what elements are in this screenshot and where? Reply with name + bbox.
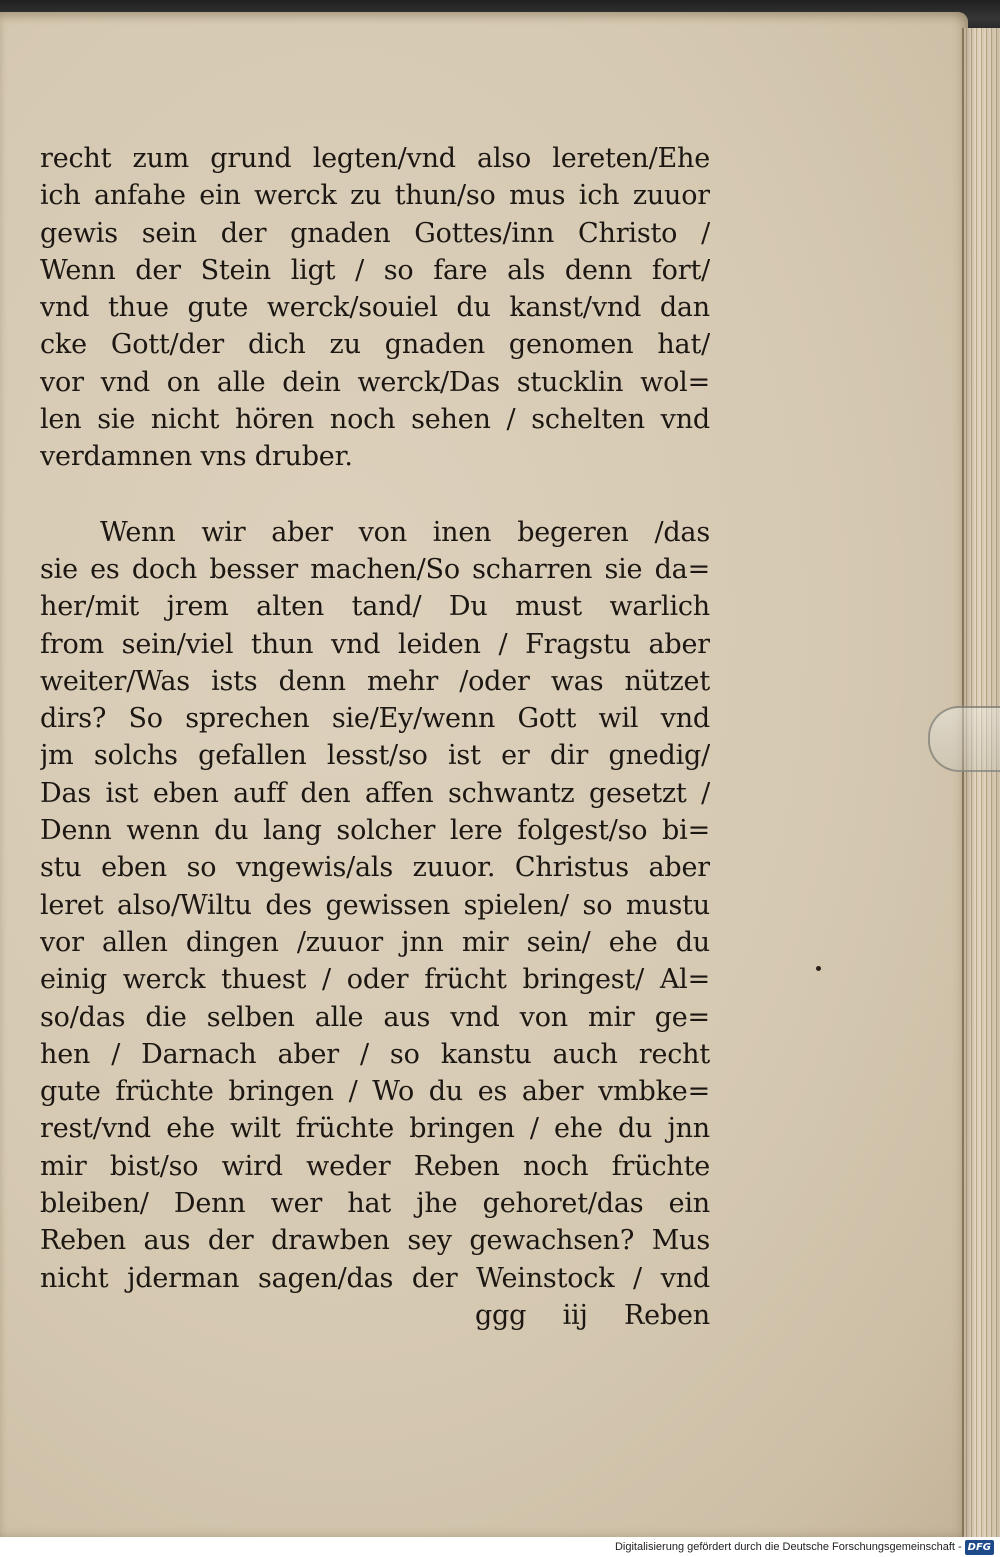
- signature-mark: ggg iij: [474, 1299, 588, 1331]
- signature-line: [40, 1297, 710, 1334]
- digitization-credit: [615, 1538, 994, 1556]
- text-line: len sie nicht hören noch sehen / schelten vnd: [40, 404, 710, 436]
- paragraph-gap: [40, 476, 710, 514]
- text-line: einig werck thuest / oder frücht bringest/ Al=: [40, 964, 710, 996]
- text-line: vor vnd on alle dein werck/Das stucklin wol=: [40, 366, 710, 398]
- text-line: Wenn wir aber von inen begeren /das: [100, 516, 710, 548]
- text-line: her/mit jrem alten tand/ Du must warlich: [40, 591, 710, 623]
- dfg-logo-icon: DFG: [965, 1540, 994, 1555]
- text-line: leret also/Wiltu des gewissen spielen/ so mustu: [40, 889, 710, 921]
- text-line: jm solchs gefallen lesst/so ist er dir gnedig/: [40, 740, 710, 772]
- text-line: ich anfahe ein werck zu thun/so mus ich zuuor: [40, 180, 710, 212]
- text-line: Reben aus der drawben sey gewachsen? Mus: [40, 1225, 710, 1257]
- page-text: [40, 140, 710, 1334]
- catchword: Reben: [624, 1299, 710, 1331]
- text-line: recht zum grund legten/vnd also lereten/Ehe: [40, 143, 710, 174]
- text-line: so/das die selben alle aus vnd von mir ge=: [40, 1001, 710, 1033]
- text-line: dirs? So sprechen sie/Ey/wenn Gott wil vnd: [40, 703, 710, 735]
- text-line: mir bist/so wird weder Reben noch früchte: [40, 1150, 710, 1182]
- paragraph-1: [40, 140, 710, 476]
- text-line: nicht jderman sagen/das der Weinstock / vnd: [40, 1262, 710, 1294]
- text-line: gewis sein der gnaden Gottes/inn Christo /: [40, 217, 710, 249]
- text-line: from sein/viel thun vnd leiden / Fragstu aber: [40, 628, 710, 660]
- text-line: bleiben/ Denn wer hat jhe gehoret/das ein: [40, 1188, 710, 1220]
- text-line: sie es doch besser machen/So scharren sie da=: [40, 553, 710, 585]
- text-line: verdamnen vns druber.: [40, 441, 353, 473]
- ink-spot: [816, 966, 821, 971]
- text-line: vor allen dingen /zuuor jnn mir sein/ ehe du: [40, 926, 710, 958]
- text-line: Das ist eben auff den affen schwantz gesetzt /: [40, 777, 710, 809]
- text-line: gute früchte bringen / Wo du es aber vmbke=: [40, 1076, 710, 1108]
- paragraph-2: [40, 514, 710, 1297]
- text-line: stu eben so vngewis/als zuuor. Christus aber: [40, 852, 710, 884]
- text-line: vnd thue gute werck/souiel du kanst/vnd dan: [40, 292, 710, 324]
- text-line: rest/vnd ehe wilt früchte bringen / ehe du jnn: [40, 1113, 710, 1145]
- text-line: weiter/Was ists denn mehr /oder was nützet: [40, 665, 710, 697]
- page-edges-shade: [962, 28, 1000, 1540]
- plastic-clip: [928, 706, 1000, 772]
- text-line: cke Gott/der dich zu gnaden genomen hat/: [40, 329, 710, 361]
- text-line: Denn wenn du lang solcher lere folgest/so bi=: [40, 815, 710, 847]
- text-line: hen / Darnach aber / so kanstu auch recht: [40, 1038, 710, 1070]
- text-line: Wenn der Stein ligt / so fare als denn fort/: [40, 254, 710, 286]
- credit-text: Digitalisierung gefördert durch die Deutsche Forschungsgemeinschaft -: [614, 1541, 962, 1553]
